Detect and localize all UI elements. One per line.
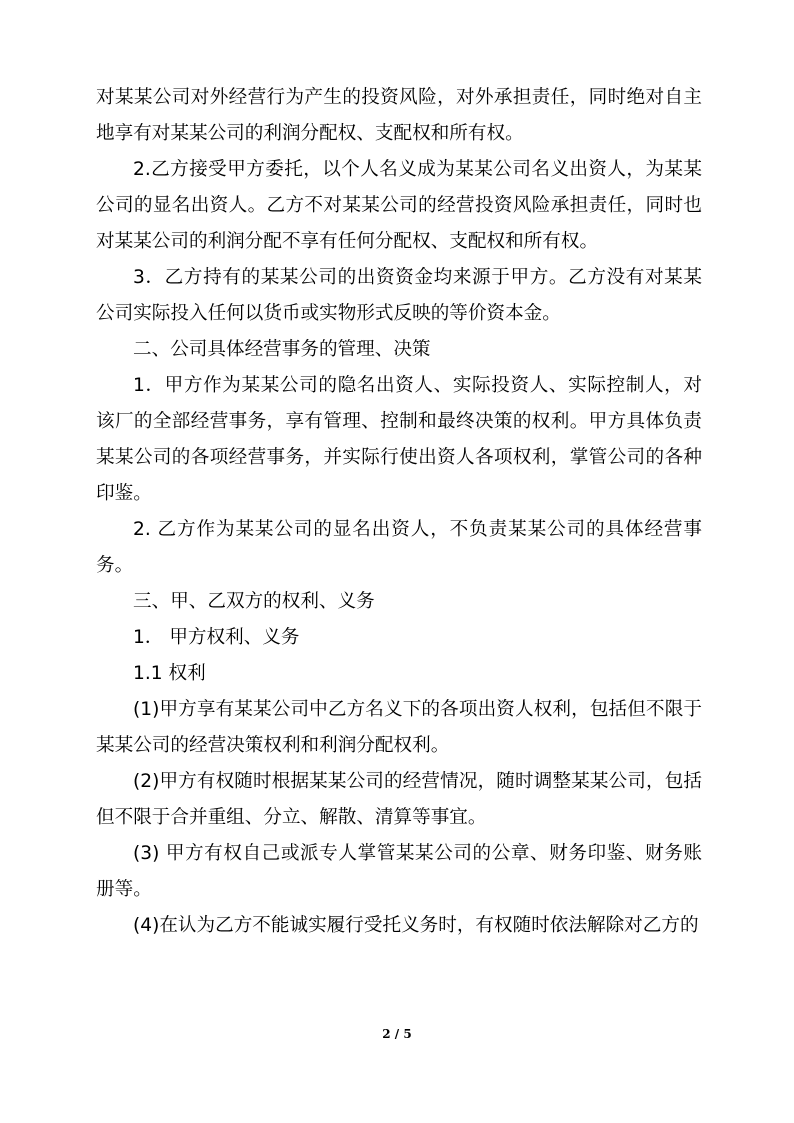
paragraph-right-3: (3) 甲方有权自己或派专人掌管某某公司的公章、财务印鉴、财务账册等。 (96, 843, 702, 900)
paragraph-right-2: (2)甲方有权随时根据某某公司的经营情况，随时调整某某公司，包括但不限于合并重组、分立、解散、清算等事宜。 (96, 771, 702, 828)
paragraph-clause-2-1: 1．甲方作为某某公司的隐名出资人、实际投资人、实际控制人，对该厂的全部经营事务，享有管理、控制和最终决策的权利。甲方具体负责某某公司的各项经营事务，并实际行使出资人各项权利，掌管公司的各种印鉴。 (96, 375, 702, 504)
paragraph-clause-2-2: 2. 乙方作为某某公司的显名出资人，不负责某某公司的具体经营事务。 (96, 519, 702, 576)
page-number: 2 / 5 (382, 1027, 412, 1041)
paragraph-continuation: 对某某公司对外经营行为产生的投资风险，对外承担责任，同时绝对自主地享有对某某公司的利润分配权、支配权和所有权。 (96, 87, 702, 144)
subheading-3-1-1: 1.1 权利 (133, 663, 206, 684)
paragraph-clause-1-2: 2.乙方接受甲方委托，以个人名义成为某某公司名义出资人，为某某公司的显名出资人。乙方不对某某公司的经营投资风险承担责任，同时也对某某公司的利润分配不享有任何分配权、支配权和所有权。 (96, 159, 702, 252)
subheading-3-1: 1． 甲方权利、义务 (133, 627, 300, 648)
document-body (96, 80, 702, 944)
paragraph-right-1: (1)甲方享有某某公司中乙方名义下的各项出资人权利，包括但不限于某某公司的经营决策权利和利润分配权利。 (96, 699, 702, 756)
section-heading-3: 三、甲、乙双方的权利、义务 (133, 591, 375, 612)
paragraph-clause-1-3: 3．乙方持有的某某公司的出资资金均来源于甲方。乙方没有对某某公司实际投入任何以货币或实物形式反映的等价资本金。 (96, 267, 702, 324)
section-heading-2: 二、公司具体经营事务的管理、决策 (133, 339, 431, 360)
paragraph-right-4: (4)在认为乙方不能诚实履行受托义务时，有权随时依法解除对乙方的 (133, 915, 699, 936)
